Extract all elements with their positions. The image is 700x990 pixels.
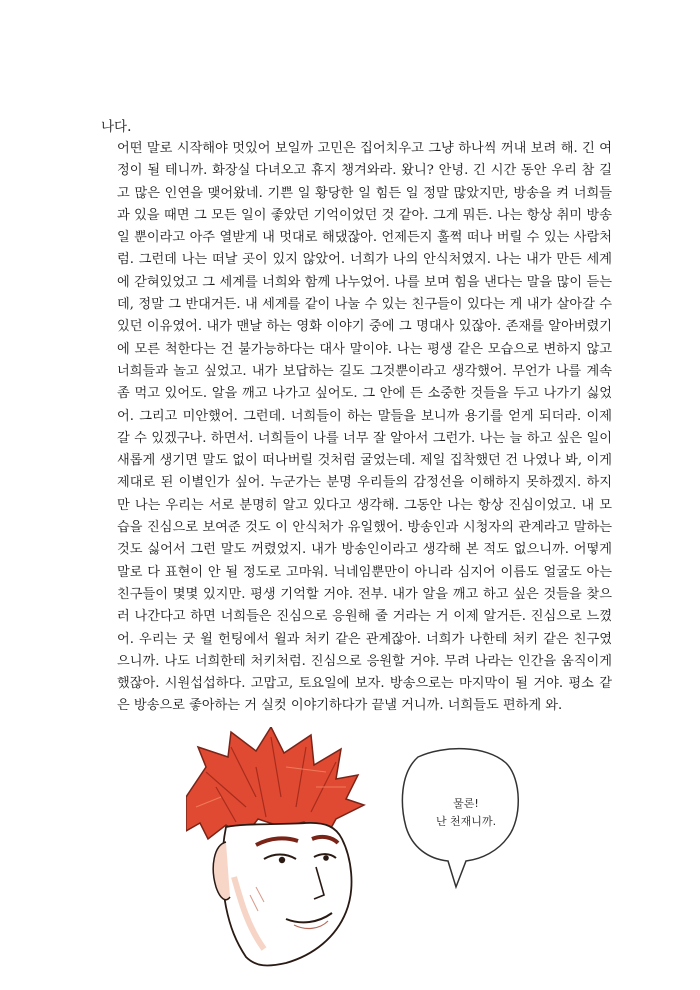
- face-shape: [213, 823, 351, 966]
- manga-character-drawing: [186, 727, 522, 967]
- letter-body: 어떤 말로 시작해야 멋있어 보일까 고민은 집어치우고 그냥 하나씩 꺼내 보려 해. 긴 여정이 될 테니까. 화장실 다녀오고 휴지 챙겨와라. 왔니? 안녕. 긴 시간 동안 우리 참 길고 많은 인연을 맺어왔네. 기쁜 일 황당한 일 힘든 일 정말 많았지만, 방송을 켜 너희들과 있을 때면 그 모든 일이 좋았던 기억이었던 것 같아. 그게 뭐든. 나는 항상 취미 방송일 뿐이라고 아주 열받게 내 멋대로 해댔잖아. 언제든지 훌쩍 떠나 버릴 수 있는 사람처럼. 그런데 나는 떠날 곳이 있지 않았어. 너희가 나의 안식처였지. 나는 내가 만든 세계에 갇혀있었고 그 세계를 너희와 함께 나누었어. 나를 보며 힘을 낸다는 말을 많이 듣는데, 정말 그 반대거든. 내 세계를 같이 나눌 수 있는 친구들이 있다는 게 내가 살아갈 수 있던 이유였어. 내가 맨날 하는 영화 이야기 중에 그 명대사 있잖아. 존재를 알아버렸기에 모른 척한다는 건 불가능하다는 대사 말이야. 나는 평생 같은 모습으로 변하지 않고 너희들과 놀고 싶었고. 내가 보답하는 길도 그것뿐이라고 생각했어. 무언가 나를 계속 좀 먹고 있어도. 알을 깨고 나가고 싶어도. 그 안에 든 소중한 것들을 두고 나가기 싫었어. 그리고 미안했어. 그런데. 너희들이 하는 말들을 보니까 용기를 얻게 되더라. 이제 갈 수 있겠구나. 하면서. 너희들이 나를 너무 잘 알아서 그런가. 나는 늘 하고 싶은 일이 새롭게 생기면 말도 없이 떠나버릴 것처럼 굴었는데. 제일 집착했던 건 나였나 봐, 이게 제대로 된 이별인가 싶어. 누군가는 분명 우리들의 감정선을 이해하지 못하겠지. 하지만 나는 우리는 서로 분명히 알고 있다고 생각해. 그동안 나는 항상 진심이었고. 내 모습을 진심으로 보여준 것도 이 안식처가 유일했어. 방송인과 시청자의 관계라고 말하는 것도 싫어서 그런 말도 꺼렸었지. 내가 방송인이라고 생각해 본 적도 없으니까. 어떻게 말로 다 표현이 안 될 정도로 고마워. 닉네임뿐만이 아니라 심지어 이름도 얼굴도 아는 친구들이 몇몇 있지만. 평생 기억할 거야. 전부. 내가 알을 깨고 하고 싶은 것들을 찾으러 나간다고 하면 너희들은 진심으로 응원해 줄 거라는 거 이제 알거든. 진심으로 느꼈어. 우리는 굿 윌 헌팅에서 윌과 처키 같은 관계잖아. 너희가 나한테 처키 같은 친구였으니까. 나도 너희한테 처키처럼. 진심으로 응원할 거야. 무려 나라는 인간을 움직이게 했잖아. 시원섭섭하다. 고맙고, 토요일에 보자. 방송으로는 마지막이 될 거야. 평소 같은 방송으로 좋아하는 거 실컷 이야기하다가 끝낼 거니까. 너희들도 편하게 와.: [117, 141, 612, 714]
- manga-illustration: [186, 727, 522, 967]
- red-hair-shape: [186, 727, 364, 839]
- speech-bubble-text: [416, 795, 516, 831]
- speech-line-2: 난 천재니까.: [435, 815, 497, 828]
- letter-greeting: 나다.: [101, 119, 132, 135]
- speech-line-1: 물론!: [453, 797, 479, 810]
